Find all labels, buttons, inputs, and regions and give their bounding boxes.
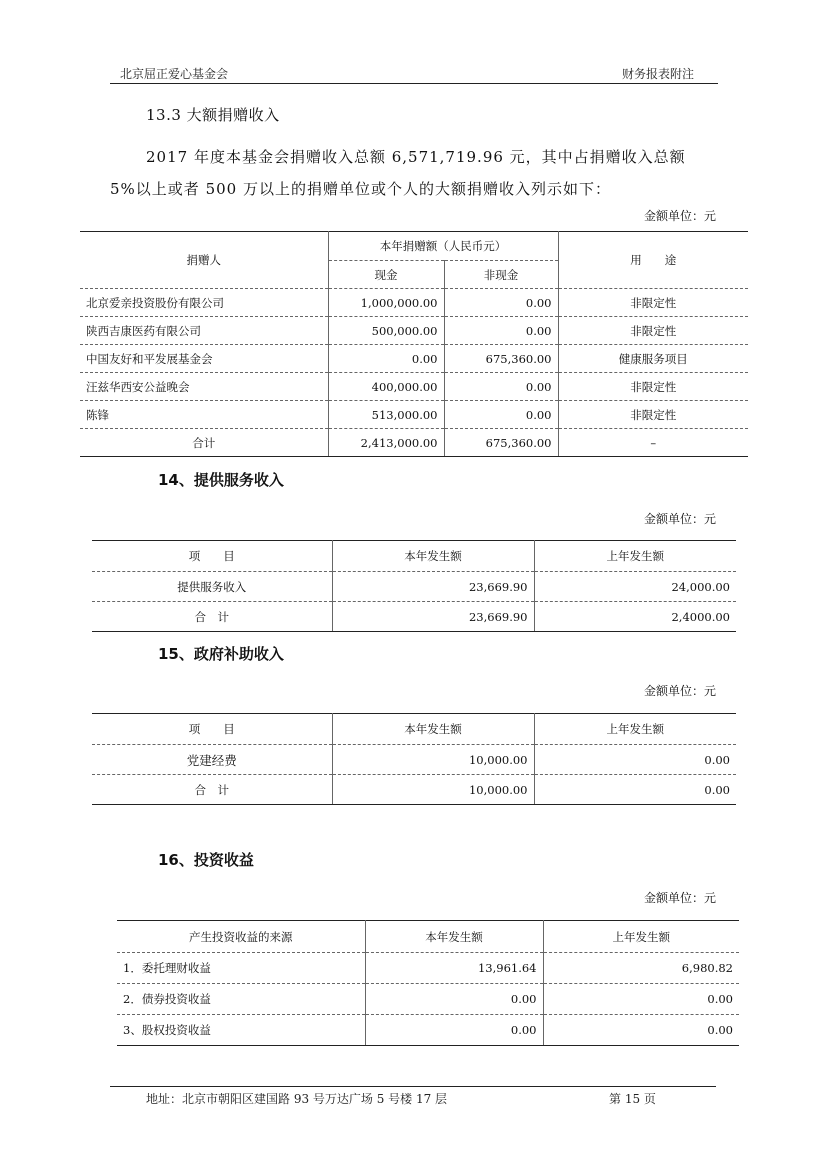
government-subsidy-table: [92, 713, 736, 805]
cash-cell: 1,000,000.00: [328, 289, 444, 317]
use-cell: 非限定性: [558, 373, 748, 401]
cash-cell: 500,000.00: [328, 317, 444, 345]
noncash-cell: 675,360.00: [444, 345, 558, 373]
col-head-source: 产生投资收益的来源: [117, 921, 365, 953]
section-15-title: 15、政府补助收入: [158, 645, 284, 663]
table-row: [117, 953, 739, 984]
donor-cell: 陕西吉康医药有限公司: [80, 317, 328, 345]
total-label: 合 计: [92, 775, 332, 805]
donor-cell: 北京爱亲投资股份有限公司: [80, 289, 328, 317]
col-head-use: 用 途: [558, 232, 748, 289]
current-cell: 0.00: [365, 984, 543, 1015]
source-cell: 2．债券投资收益: [117, 984, 365, 1015]
total-current: 23,669.90: [332, 602, 534, 632]
total-noncash: 675,360.00: [444, 429, 558, 457]
header-rule: [110, 83, 718, 84]
col-head-item: 项 目: [92, 541, 332, 572]
col-head-noncash: 非现金: [444, 261, 558, 289]
table-row: [80, 289, 748, 317]
cash-cell: 513,000.00: [328, 401, 444, 429]
investment-income-table: [117, 920, 739, 1046]
donor-cell: 陈锋: [80, 401, 328, 429]
col-head-cash: 现金: [328, 261, 444, 289]
header-title: 财务报表附注: [621, 67, 694, 81]
cash-cell: 0.00: [328, 345, 444, 373]
noncash-cell: 0.00: [444, 317, 558, 345]
col-head-previous: 上年发生额: [543, 921, 739, 953]
table-row: [80, 373, 748, 401]
unit-label-13-3: 金额单位：元: [643, 209, 716, 223]
previous-cell: 0.00: [543, 984, 739, 1015]
item-cell: 党建经费: [92, 745, 332, 775]
current-cell: 10,000.00: [332, 745, 534, 775]
total-row: [92, 602, 736, 632]
footer-rule: [110, 1086, 716, 1087]
col-head-current: 本年发生额: [332, 541, 534, 572]
section-13-3-para-line1: 2017 年度本基金会捐赠收入总额 6,571,719.96 元，其中占捐赠收入总额: [146, 148, 686, 166]
total-previous: 0.00: [534, 775, 736, 805]
col-head-amount: 本年捐赠额（人民币元）: [328, 232, 558, 261]
table-row: [117, 984, 739, 1015]
current-cell: 23,669.90: [332, 572, 534, 602]
col-head-item: 项 目: [92, 714, 332, 745]
section-13-3-title: 13.3 大额捐赠收入: [146, 106, 280, 124]
table-row: [92, 745, 736, 775]
table-row: [80, 345, 748, 373]
total-label: 合计: [80, 429, 328, 457]
col-head-current: 本年发生额: [332, 714, 534, 745]
large-donation-table: [80, 231, 748, 457]
use-cell: 非限定性: [558, 401, 748, 429]
section-13-3-para-line2: 5%以上或者 500 万以上的捐赠单位或个人的大额捐赠收入列示如下：: [110, 180, 611, 198]
donor-cell: 中国友好和平发展基金会: [80, 345, 328, 373]
noncash-cell: 0.00: [444, 373, 558, 401]
col-head-donor: 捐赠人: [80, 232, 328, 289]
total-previous: 2,4000.00: [534, 602, 736, 632]
total-use: –: [558, 429, 748, 457]
unit-label-15: 金额单位：元: [643, 684, 716, 698]
footer-address: 地址：北京市朝阳区建国路 93 号万达广场 5 号楼 17 层: [146, 1092, 448, 1106]
total-label: 合 计: [92, 602, 332, 632]
section-14-title: 14、提供服务收入: [158, 471, 284, 489]
total-row: [80, 429, 748, 457]
header-org: 北京屈正爱心基金会: [120, 67, 229, 81]
use-cell: 非限定性: [558, 289, 748, 317]
total-row: [92, 775, 736, 805]
unit-label-16: 金额单位：元: [643, 891, 716, 905]
section-16-title: 16、投资收益: [158, 851, 254, 869]
use-cell: 非限定性: [558, 317, 748, 345]
cash-cell: 400,000.00: [328, 373, 444, 401]
unit-label-14: 金额单位：元: [643, 512, 716, 526]
table-row: [80, 317, 748, 345]
donor-cell: 汪兹华西安公益晚会: [80, 373, 328, 401]
table-row: [117, 1015, 739, 1046]
source-cell: 3、股权投资收益: [117, 1015, 365, 1046]
footer-page-number: 第 15 页: [609, 1092, 656, 1106]
col-head-current: 本年发生额: [365, 921, 543, 953]
table-row: [80, 401, 748, 429]
total-current: 10,000.00: [332, 775, 534, 805]
current-cell: 0.00: [365, 1015, 543, 1046]
previous-cell: 24,000.00: [534, 572, 736, 602]
total-cash: 2,413,000.00: [328, 429, 444, 457]
noncash-cell: 0.00: [444, 289, 558, 317]
previous-cell: 6,980.82: [543, 953, 739, 984]
col-head-previous: 上年发生额: [534, 714, 736, 745]
noncash-cell: 0.00: [444, 401, 558, 429]
current-cell: 13,961.64: [365, 953, 543, 984]
previous-cell: 0.00: [534, 745, 736, 775]
previous-cell: 0.00: [543, 1015, 739, 1046]
table-row: [92, 572, 736, 602]
col-head-previous: 上年发生额: [534, 541, 736, 572]
item-cell: 提供服务收入: [92, 572, 332, 602]
use-cell: 健康服务项目: [558, 345, 748, 373]
service-income-table: [92, 540, 736, 632]
source-cell: 1．委托理财收益: [117, 953, 365, 984]
